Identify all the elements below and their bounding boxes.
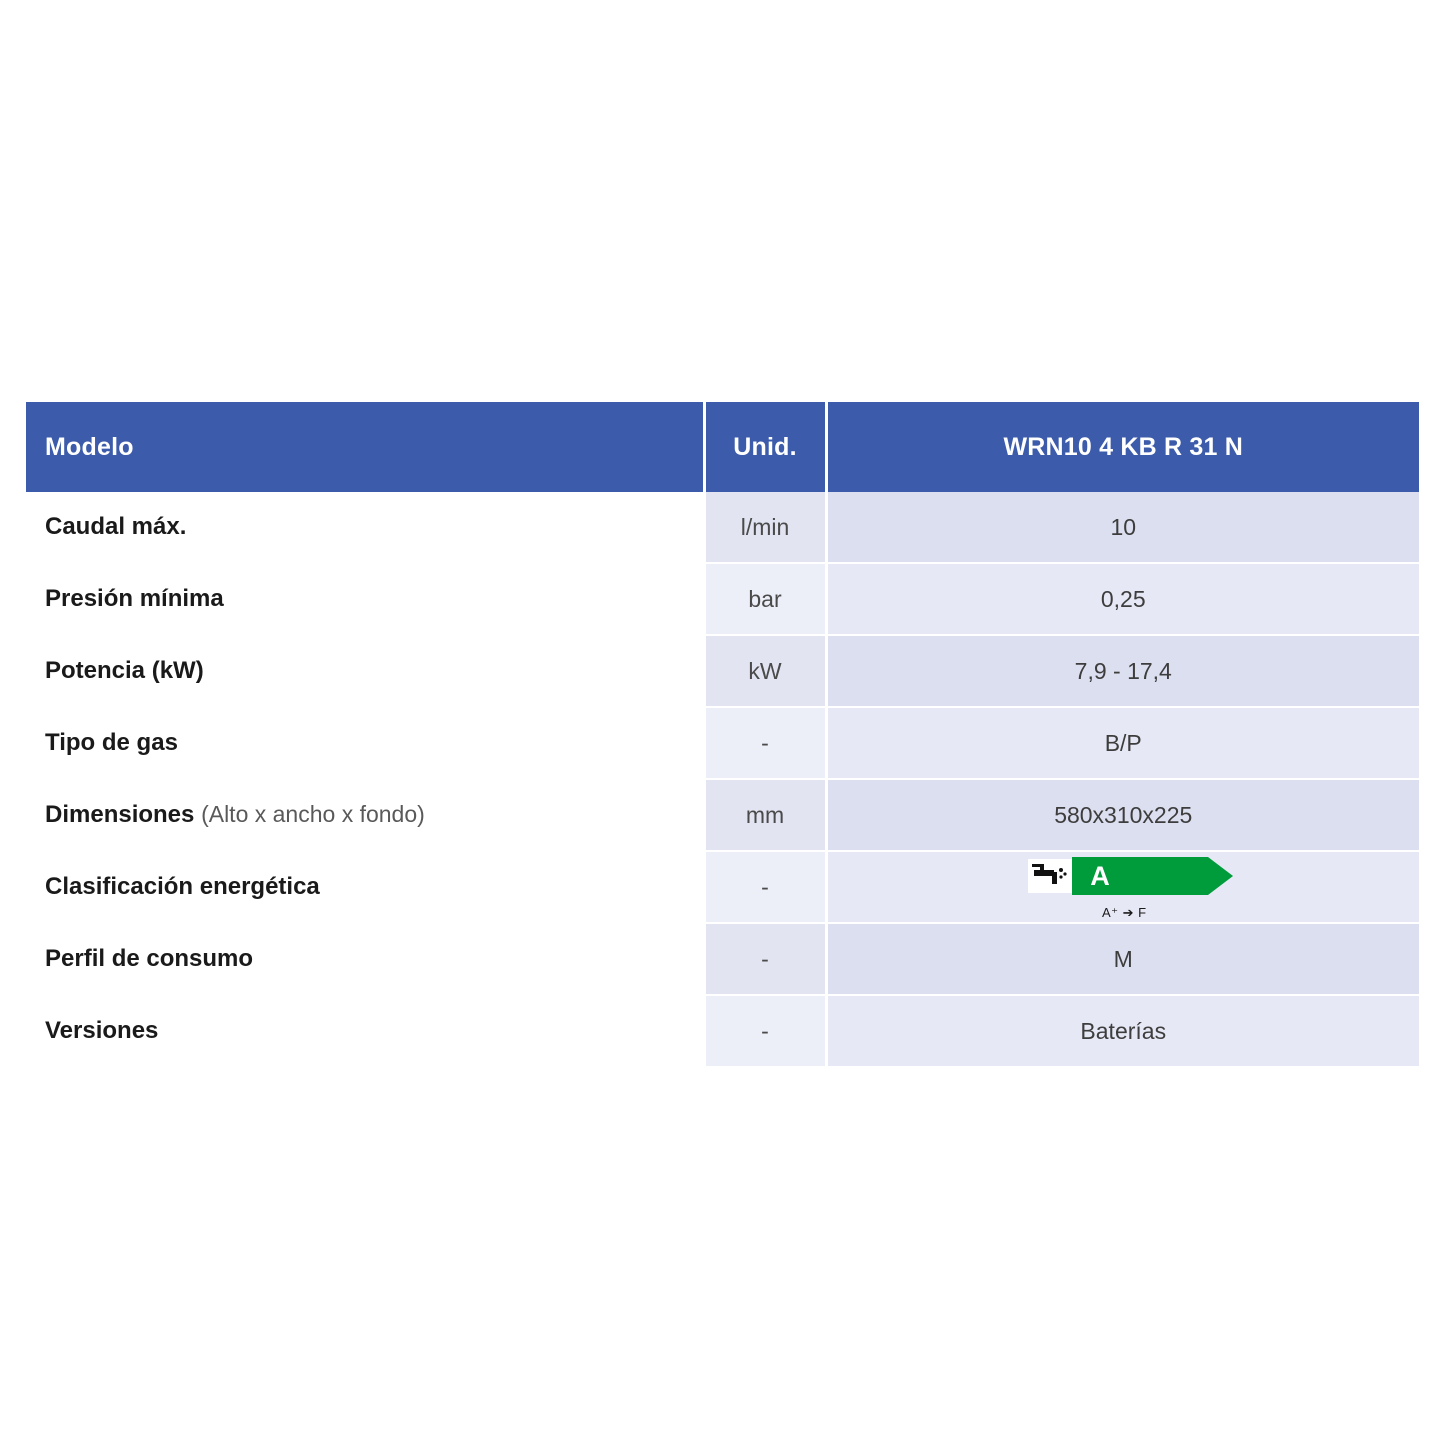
row-label-text: Caudal máx.	[45, 513, 187, 540]
row-label	[26, 995, 704, 1066]
row-unit: mm	[704, 779, 826, 851]
row-unit: -	[704, 707, 826, 779]
row-label-text: Versiones	[45, 1017, 159, 1044]
row-label	[26, 635, 704, 707]
row-unit: -	[704, 923, 826, 995]
tap-water-icon	[1028, 859, 1072, 893]
row-unit: -	[704, 851, 826, 923]
table-row	[26, 995, 1419, 1066]
row-label-text: Presión mínima	[45, 585, 224, 612]
table-row	[26, 492, 1419, 563]
row-value: 0,25	[826, 563, 1419, 635]
energy-grade-arrow	[1072, 857, 1208, 895]
header-cell-product: WRN10 4 KB R 31 N	[826, 402, 1419, 492]
row-label	[26, 923, 704, 995]
row-label-text: Tipo de gas	[45, 729, 178, 756]
row-label	[26, 851, 704, 923]
table-row	[26, 707, 1419, 779]
row-value: 10	[826, 492, 1419, 563]
table-row	[26, 563, 1419, 635]
energy-efficiency-label	[1028, 856, 1218, 918]
table-row	[26, 851, 1419, 923]
spec-table-container	[26, 402, 1419, 1066]
row-label	[26, 563, 704, 635]
row-value: 7,9 - 17,4	[826, 635, 1419, 707]
row-value: 580x310x225	[826, 779, 1419, 851]
row-label-subtext: (Alto x ancho x fondo)	[201, 801, 425, 827]
row-value: B/P	[826, 707, 1419, 779]
table-row	[26, 635, 1419, 707]
row-label-text: Clasificación energética	[45, 873, 320, 900]
row-label	[26, 492, 704, 563]
energy-grade-letter: A	[1090, 860, 1110, 891]
row-unit: -	[704, 995, 826, 1066]
table-header-row	[26, 402, 1419, 492]
energy-label-row	[1028, 856, 1218, 896]
table-row	[26, 923, 1419, 995]
header-cell-model: Modelo	[26, 402, 704, 492]
row-label-text: Dimensiones	[45, 801, 195, 828]
row-label	[26, 779, 704, 851]
row-unit: l/min	[704, 492, 826, 563]
row-label-text: Perfil de consumo	[45, 945, 254, 972]
product-specification-table	[26, 402, 1419, 1066]
table-body	[26, 492, 1419, 1066]
table-header	[26, 402, 1419, 492]
row-label-text: Potencia (kW)	[45, 657, 204, 684]
row-unit: kW	[704, 635, 826, 707]
row-value: M	[826, 923, 1419, 995]
table-row	[26, 779, 1419, 851]
row-label	[26, 707, 704, 779]
energy-scale-range: A⁺ ➔ F	[1101, 905, 1147, 920]
row-unit: bar	[704, 563, 826, 635]
row-value: Baterías	[826, 995, 1419, 1066]
header-cell-unit: Unid.	[704, 402, 826, 492]
row-value-energy-label	[826, 851, 1419, 923]
